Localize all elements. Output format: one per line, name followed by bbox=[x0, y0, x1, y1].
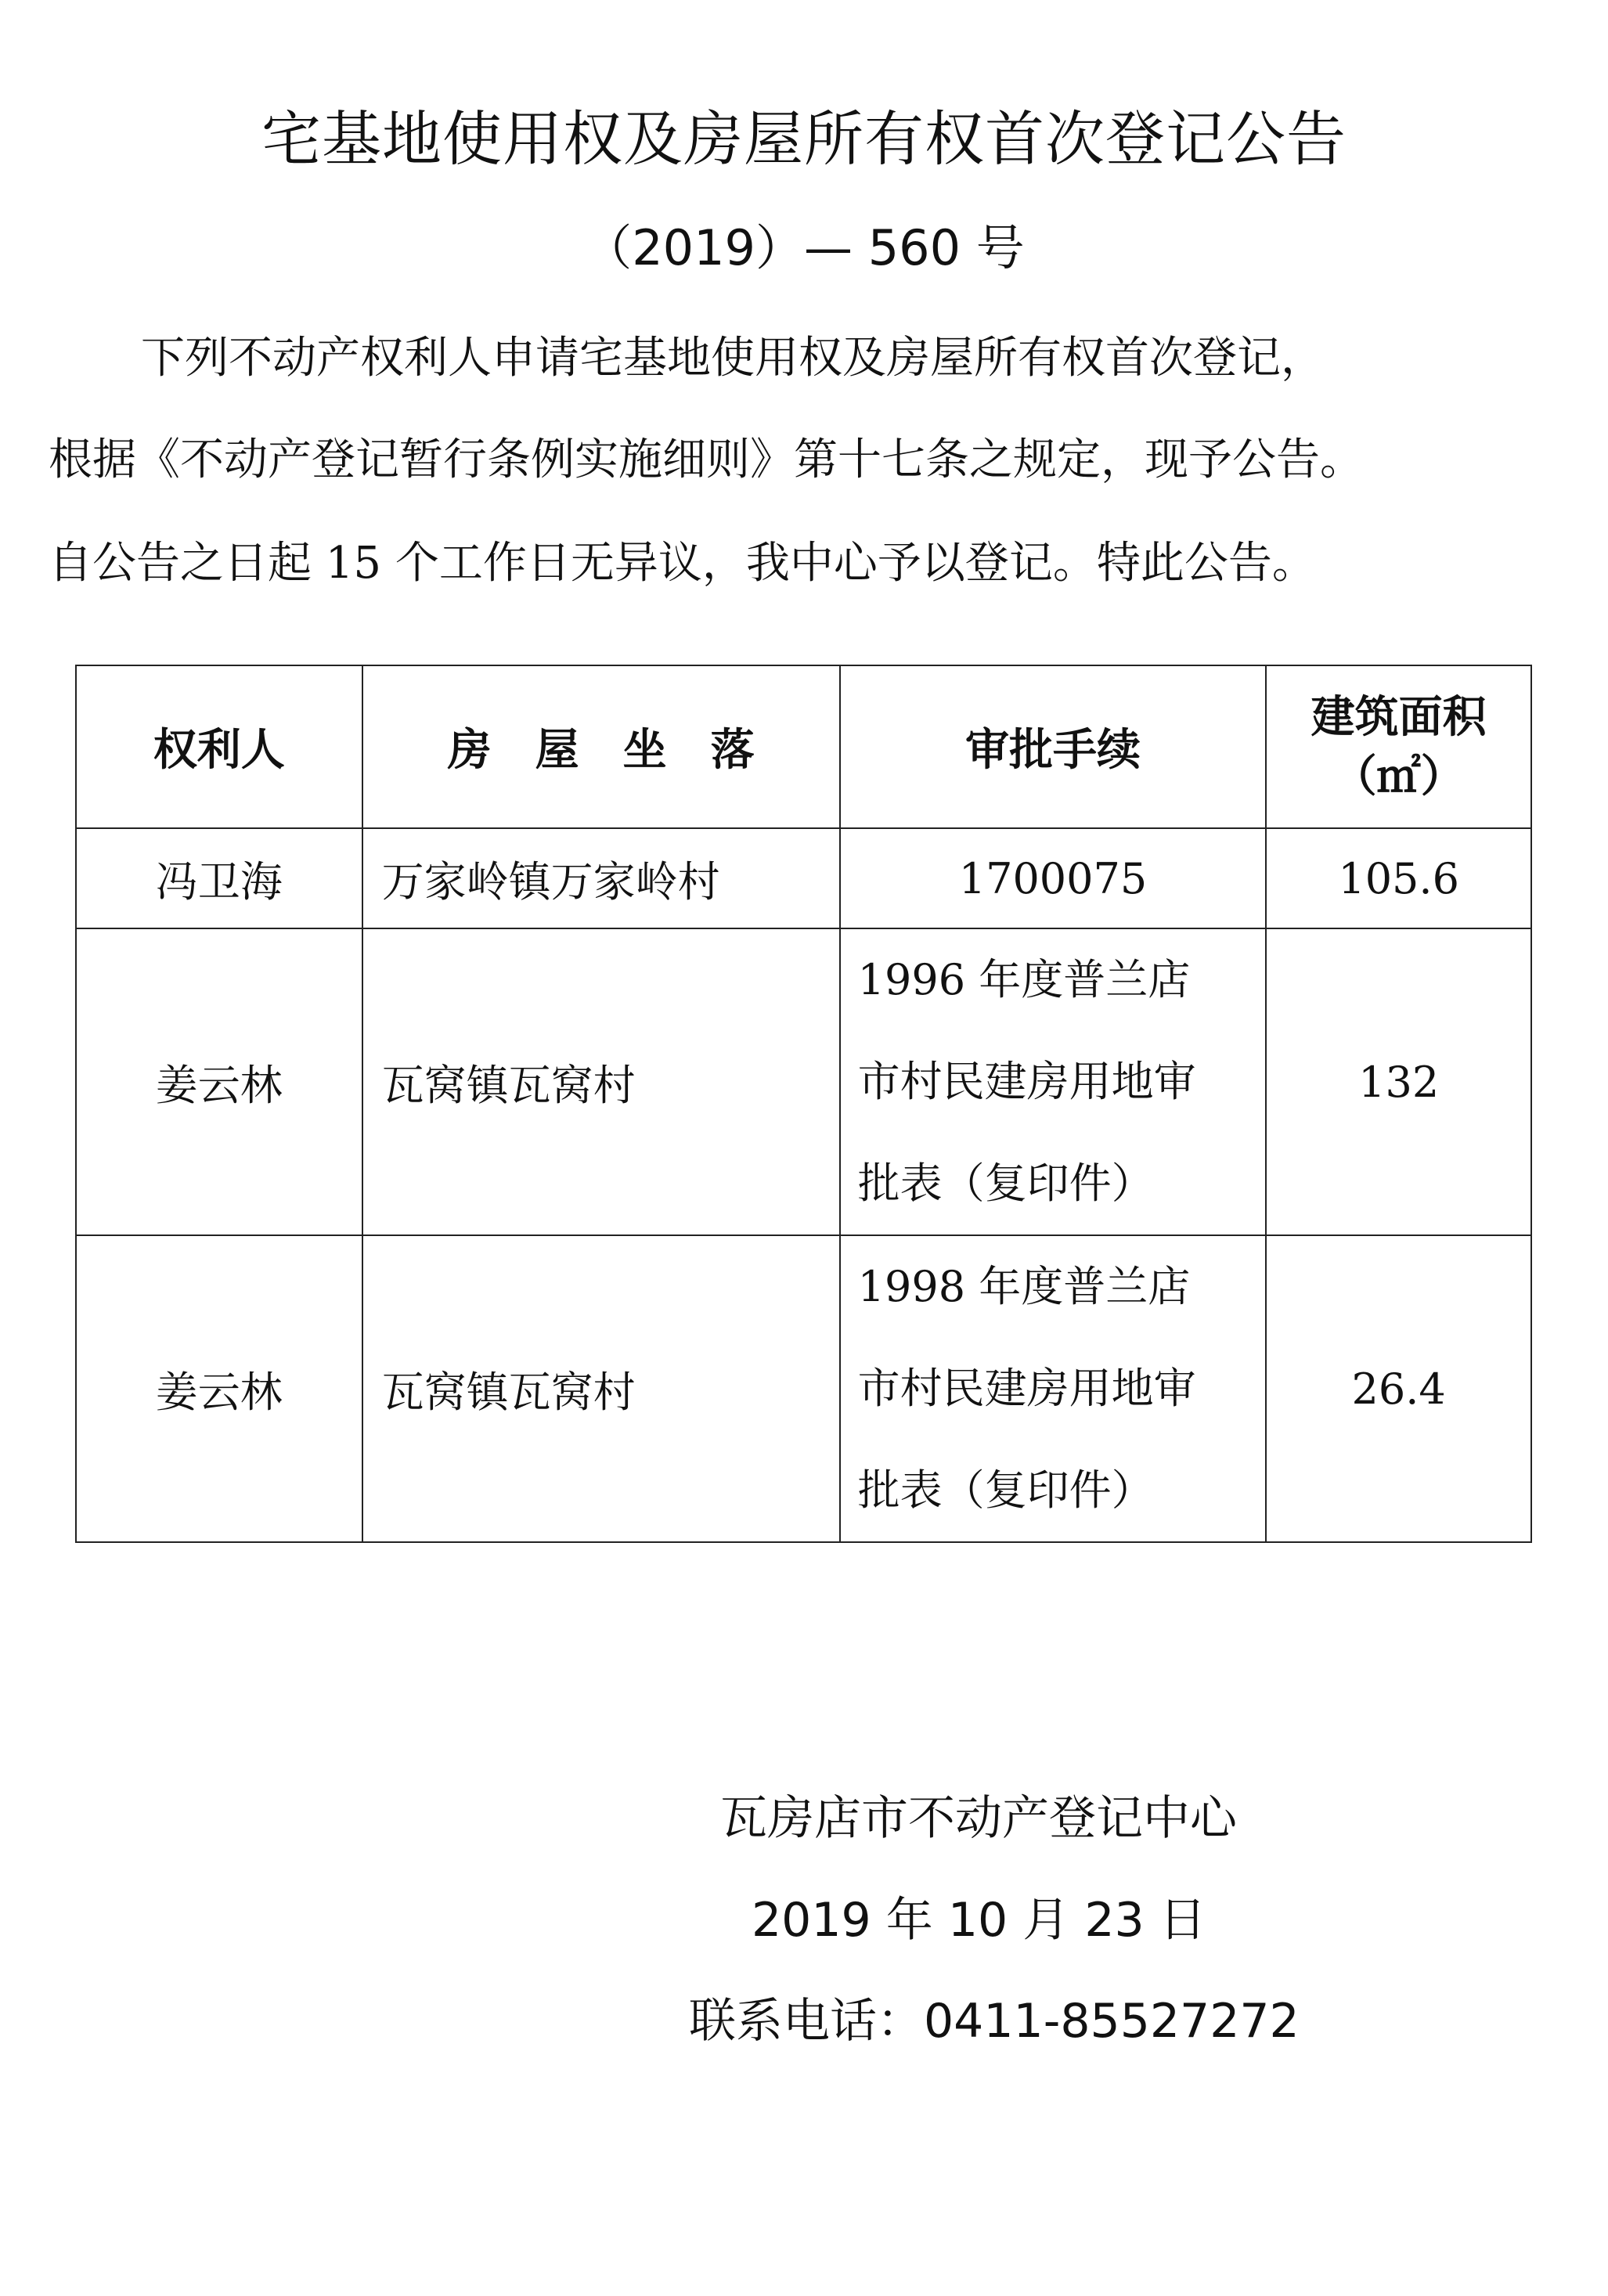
cell-approval: 1700075 bbox=[840, 828, 1267, 928]
table-row bbox=[76, 828, 1531, 928]
header-area-label: 建筑面积 bbox=[1311, 691, 1487, 743]
table-row bbox=[76, 1235, 1531, 1542]
table-header-row bbox=[76, 665, 1531, 828]
notice-number: （2019）— 560 号 bbox=[583, 219, 1025, 276]
issue-date: 2019 年 10 月 23 日 bbox=[752, 1893, 1206, 1948]
approval-line: 市村民建房用地审 bbox=[857, 1364, 1196, 1413]
header-area bbox=[1266, 665, 1531, 828]
cell-holder: 姜云林 bbox=[76, 1235, 362, 1542]
approval-line: 1998 年度普兰店 bbox=[857, 1262, 1191, 1311]
issuing-organization: 瓦房店市不动产登记中心 bbox=[720, 1791, 1237, 1846]
approval-line: 1996 年度普兰店 bbox=[857, 955, 1191, 1004]
cell-area: 132 bbox=[1266, 928, 1531, 1235]
header-area-unit: （㎡） bbox=[1332, 751, 1465, 802]
cell-area: 105.6 bbox=[1266, 828, 1531, 928]
contact-phone: 联系电话：0411-85527272 bbox=[689, 1994, 1300, 2049]
approval-line: 批表（复印件） bbox=[857, 1465, 1154, 1515]
cell-area: 26.4 bbox=[1266, 1235, 1531, 1542]
header-holder: 权利人 bbox=[76, 665, 362, 828]
cell-location: 瓦窝镇瓦窝村 bbox=[362, 1235, 840, 1542]
notice-title: 宅基地使用权及房屋所有权首次登记公告 bbox=[261, 104, 1347, 174]
cell-approval bbox=[840, 1235, 1267, 1542]
approval-line: 市村民建房用地审 bbox=[857, 1057, 1196, 1106]
approval-line: 批表（复印件） bbox=[857, 1159, 1154, 1208]
cell-holder: 冯卫海 bbox=[76, 828, 362, 928]
cell-location: 瓦窝镇瓦窝村 bbox=[362, 928, 840, 1235]
notice-paragraph-line-1: 下列不动产权利人申请宅基地使用权及房屋所有权首次登记， bbox=[141, 333, 1325, 384]
cell-approval bbox=[840, 928, 1267, 1235]
header-approval: 审批手续 bbox=[840, 665, 1267, 828]
registration-table bbox=[75, 665, 1532, 1543]
cell-location: 万家岭镇万家岭村 bbox=[362, 828, 840, 928]
notice-paragraph-line-2: 根据《不动产登记暂行条例实施细则》第十七条之规定，现予公告。 bbox=[49, 434, 1364, 485]
notice-paragraph-line-3: 自公告之日起 15 个工作日无异议，我中心予以登记。特此公告。 bbox=[49, 538, 1316, 589]
header-location: 房 屋 坐 落 bbox=[362, 665, 840, 828]
table-row bbox=[76, 928, 1531, 1235]
cell-holder: 姜云林 bbox=[76, 928, 362, 1235]
